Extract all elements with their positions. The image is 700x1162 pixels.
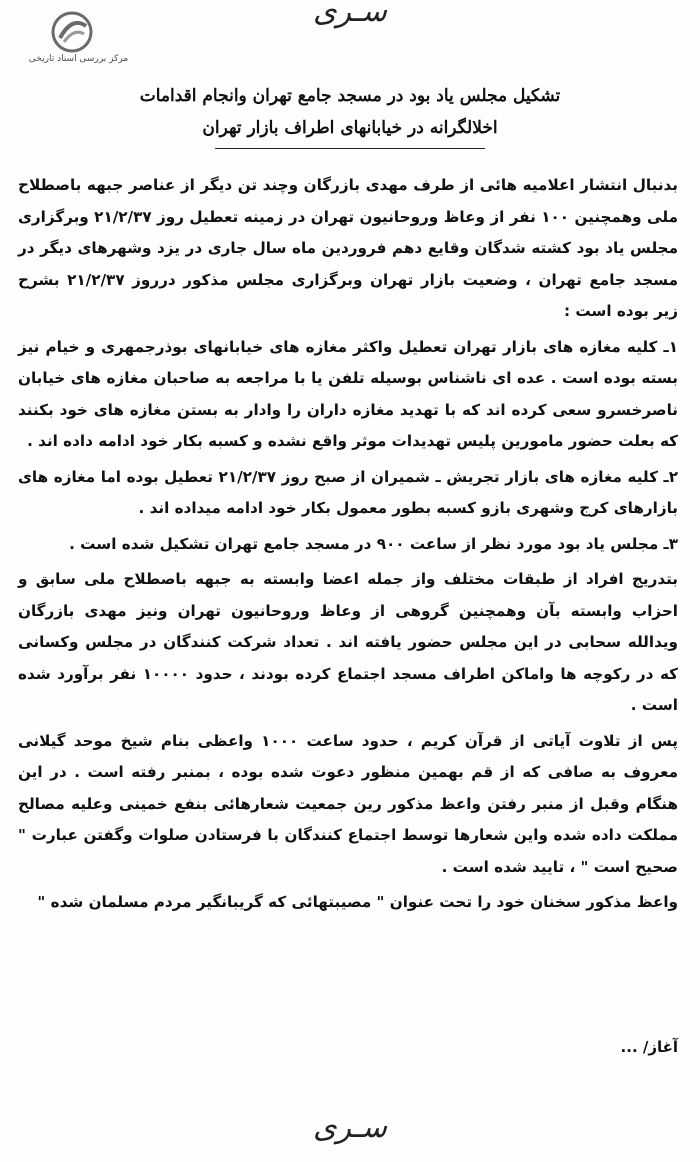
item-3-continuation-2: پس از تلاوت آیاتی از قرآن کریم ، حدود ساعت ۱۰۰۰ واعظی بنام شیخ موحد گیلانی معروف به صافی که از قم بهمین منظور دعوت شده بوده ، بمنبر رفته است . در این هنگام وقبل از منبر رفتن واعظ مذکور رین جمعیت شعارهائی بنفع خمینی وعلیه مصالح مملکت داده شده واین شعارها توسط اجتماع کنندگان با فرستادن صلوات وگفتن عبارت " صحیح است " ، تایید شده است . — [18, 731, 678, 876]
item-3-continuation-3: واعظ مذکور سخنان خود را تحت عنوان " مصیبتهائی که گریبانگیر مردم مسلمان شده " — [37, 893, 678, 911]
title-line-2: اخلالگرانه در خیابانهای اطراف بازار تهران — [202, 118, 498, 138]
classification-stamp-bottom: سـرى — [313, 1110, 387, 1145]
item-2-paragraph: ۲ـ کلیه مغازه های بازار تجریش ـ شمیران از صبح روز ۲۱/۲/۳۷ تعطیل بوده اما مغازه های بازارهای کرج وشهری بازو کسبه بطور معمول بکار خود ادامه میداده اند . — [18, 467, 678, 517]
classification-stamp-top: سـرى — [313, 0, 387, 29]
intro-paragraph: بدنبال انتشار اعلامیه هائی از طرف مهدی بازرگان وچند تن دیگر از عناصر جبهه باصطلاح ملی وهمچنین ۱۰۰ نفر از وعاظ وروحانیون تهران در زمینه تعطیل روز ۲۱/۲/۳۷ وبرگزاری مجلس یاد بود کشته شدگان وقایع دهم فروردین ماه سال جاری در یزد وشهرهای دیگر در مسجد جامع تهران ، وضعیت بازار تهران وبرگزاری مجلس مذکور درروز ۲۱/۲/۳۷ بشرح زیر بوده است : — [18, 176, 679, 320]
archive-emblem-icon — [46, 10, 98, 54]
continuation-marker: آغاز/ ... — [620, 1038, 678, 1056]
archive-logo — [16, 10, 129, 70]
title-line-1: تشکیل مجلس یاد بود در مسجد جامع تهران وانجام اقدامات — [139, 86, 561, 106]
title-underline — [215, 148, 485, 149]
document-title — [120, 80, 580, 144]
item-3-paragraph: ۳ـ مجلس یاد بود مورد نظر از ساعت ۹۰۰ در مسجد جامع تهران تشکیل شده است . — [69, 534, 678, 553]
item-1-paragraph: ۱ـ کلیه مغازه های بازار تهران تعطیل واکثر مغازه های خیابانهای بوذرجمهری و خیام نیز بسته بوده است . عده ای ناشناس بوسیله تلفن یا با مراجعه به صاحبان مغازه های خیابان ناصرخسرو سعی کرده اند که با تهدید مغازه داران را وادار به بستن مغازه های خود بکنند که بعلت حضور مامورین پلیس تهدیدات موثر واقع نشده و کسبه بکار خود ادامه داده اند . — [18, 337, 678, 450]
item-3-continuation: بتدریج افراد از طبقات مختلف واز جمله اعضا وابسته به جبهه باصطلاح ملی سابق و احزاب وابسته بآن وهمچنین گروهی از وعاظ وروحانیون تهران ونیز مهدی بازرگان ویدالله سحابی در این مجلس حضور یافته اند . تعداد شرکت کنندگان در مجلس وکسانی که در رکوچه ها واماکن اطراف مسجد اجتماع کرده بودند ، حدود ۱۰۰۰۰ نفر برآورد شده است . — [18, 570, 678, 714]
logo-caption: مرکز بررسی اسناد تاریخی — [28, 54, 129, 64]
document-body — [18, 170, 678, 923]
